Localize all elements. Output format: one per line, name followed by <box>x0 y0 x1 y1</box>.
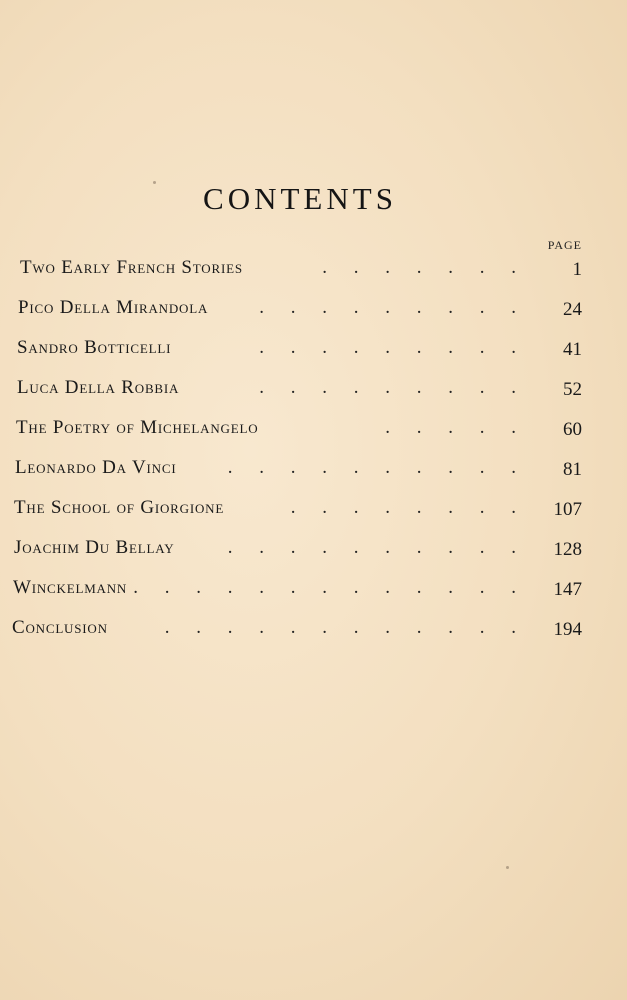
toc-entry-page: 24 <box>563 299 582 320</box>
toc-entry-title: Winckelmann <box>13 577 128 598</box>
toc-entry-page: 1 <box>572 259 582 280</box>
leader-dots: . . . . . . . . <box>290 497 527 518</box>
toc-entry-title: Pico Della Mirandola <box>18 297 209 318</box>
toc-entry-page: 41 <box>563 339 582 360</box>
toc-entry-title: Sandro Botticelli <box>17 337 172 358</box>
toc-entry-title: The Poetry of Michelangelo <box>16 417 259 438</box>
toc-entry-title: Luca Della Robbia <box>17 377 180 398</box>
toc-entry-title: The School of Giorgione <box>14 497 225 518</box>
toc-entry <box>0 417 627 451</box>
leader-dots: . . . . . . . . . . . . <box>164 617 527 638</box>
leader-dots: . . . . . . . . . . <box>227 457 527 478</box>
toc-entry-page: 147 <box>553 579 582 600</box>
leader-dots: . . . . . . . . . . <box>227 537 527 558</box>
toc-entry-title: Two Early French Stories <box>20 257 243 278</box>
leader-dots: . . . . . <box>385 417 527 438</box>
toc-entry <box>0 577 627 611</box>
toc-entry-page: 194 <box>553 619 582 640</box>
contents-heading: CONTENTS <box>203 180 397 216</box>
leader-dots: . . . . . . . <box>322 257 527 278</box>
toc-entry <box>0 537 627 571</box>
toc-entry-page: 52 <box>563 379 582 400</box>
toc-entry-page: 81 <box>563 459 582 480</box>
toc-entry-page: 128 <box>553 539 582 560</box>
toc-entry <box>0 457 627 491</box>
toc-entry-title: Conclusion <box>12 617 108 638</box>
toc-entry <box>0 297 627 331</box>
leader-dots: . . . . . . . . . <box>259 377 527 398</box>
leader-dots: . . . . . . . . . . . . . <box>133 577 527 598</box>
toc-entry-title: Leonardo Da Vinci <box>15 457 177 478</box>
toc-entry-title: Joachim Du Bellay <box>14 537 175 558</box>
leader-dots: . . . . . . . . . <box>259 297 527 318</box>
toc-entry-page: 107 <box>553 499 582 520</box>
toc-entry <box>0 617 627 651</box>
toc-entry <box>0 257 627 291</box>
leader-dots: . . . . . . . . . <box>259 337 527 358</box>
toc-entry-page: 60 <box>563 419 582 440</box>
page-column-label: PAGE <box>547 238 582 252</box>
toc-entry <box>0 497 627 531</box>
toc-entry <box>0 377 627 411</box>
toc-entry <box>0 337 627 371</box>
paper-speck <box>506 866 509 869</box>
